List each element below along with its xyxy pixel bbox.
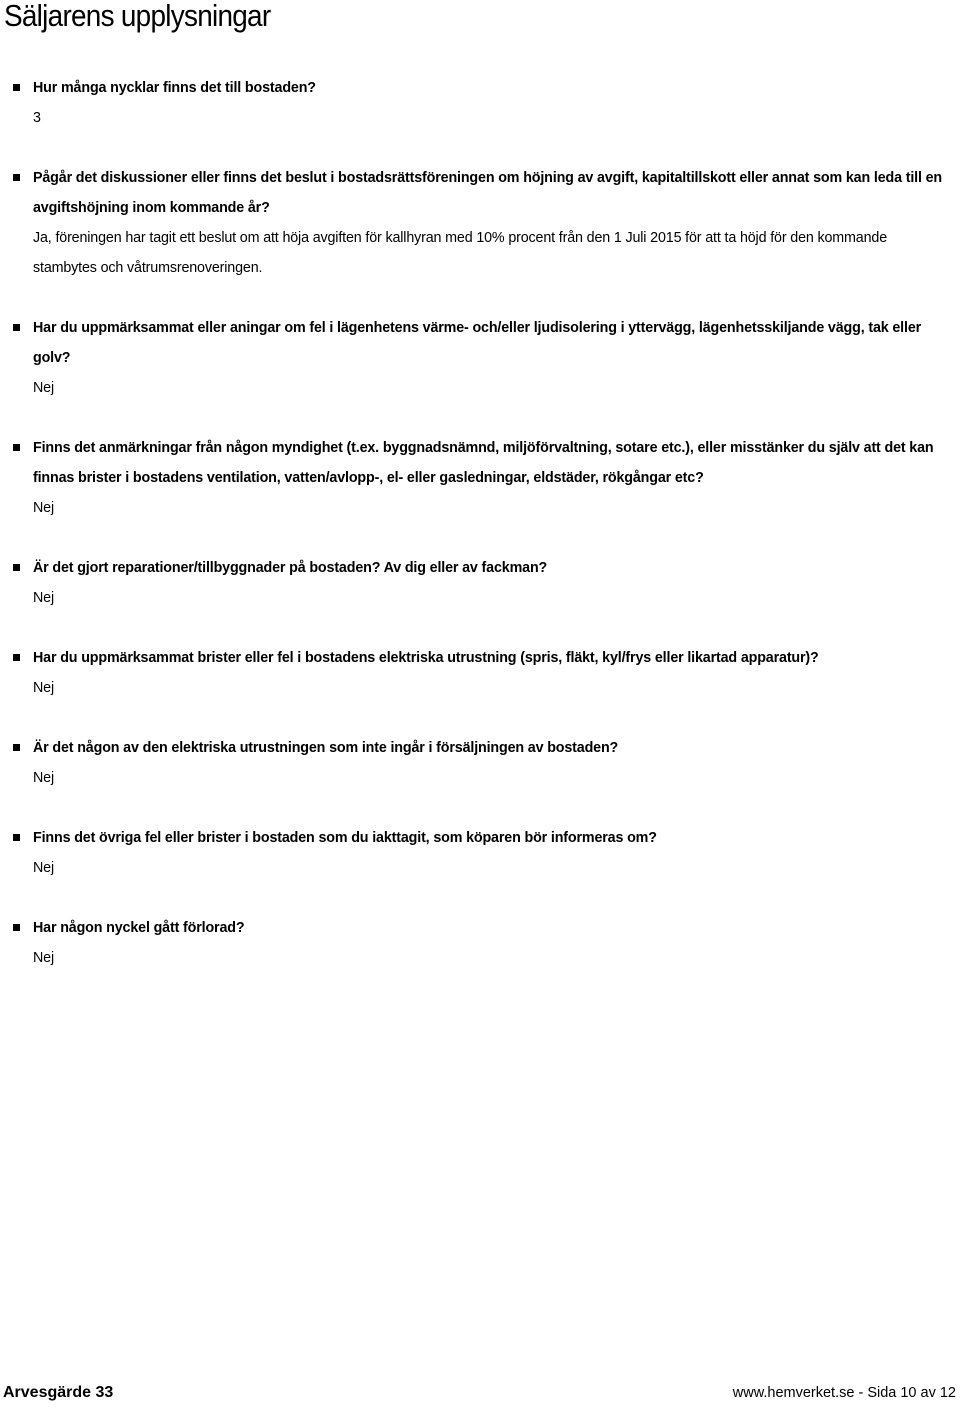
question bbox=[0, 73, 960, 103]
answer: 3 bbox=[33, 110, 41, 126]
qa-item-excluded-equipment bbox=[0, 733, 960, 793]
question-text: Pågår det diskussioner eller finns det beslut i bostadsrättsföreningen om höjning av avgift, kapitaltillskott eller annat som kan leda till en avgiftshöjning inom kommande år? bbox=[33, 170, 942, 216]
question-text: Hur många nycklar finns det till bostaden? bbox=[33, 80, 316, 96]
bullet-square-icon bbox=[13, 174, 20, 181]
footer-address: Arvesgärde 33 bbox=[3, 1384, 114, 1401]
question bbox=[0, 433, 960, 493]
bullet-square-icon bbox=[13, 84, 20, 91]
bullet-square-icon bbox=[13, 924, 20, 931]
answer: Nej bbox=[33, 950, 55, 966]
question bbox=[0, 553, 960, 583]
bullet-square-icon bbox=[13, 744, 20, 751]
answer: Nej bbox=[33, 680, 55, 696]
answer: Nej bbox=[33, 860, 55, 876]
qa-item-insulation-defects bbox=[0, 313, 960, 403]
question bbox=[0, 733, 960, 763]
question bbox=[0, 823, 960, 853]
qa-item-lost-key bbox=[0, 913, 960, 973]
question-text: Är det någon av den elektriska utrustningen som inte ingår i försäljningen av bostaden? bbox=[33, 740, 619, 756]
question bbox=[0, 313, 960, 373]
bullet-square-icon bbox=[13, 564, 20, 571]
question-text: Har du uppmärksammat eller aningar om fel i lägenhetens värme- och/eller ljudisolering i yttervägg, lägenhetsskiljande vägg, tak eller golv? bbox=[33, 320, 922, 366]
question-text: Finns det anmärkningar från någon myndighet (t.ex. byggnadsnämnd, miljöförvaltning, sotare etc.), eller misstänker du själv att det kan finnas brister i bostadens ventilation, vatten/avlopp-, el- eller gasledningar, eldstäder, rökgångar etc? bbox=[33, 440, 934, 486]
qa-item-fee-increase bbox=[0, 163, 960, 283]
bullet-square-icon bbox=[13, 324, 20, 331]
answer: Ja, föreningen har tagit ett beslut om att höja avgiften för kallhyran med 10% procent från den 1 Juli 2015 för att ta höjd för den kommande stambytes och våtrumsrenoveringen. bbox=[33, 230, 888, 276]
question-text: Har du uppmärksammat brister eller fel i bostadens elektriska utrustning (spris, fläkt, kyl/frys eller likartad apparatur)? bbox=[33, 650, 819, 666]
answer: Nej bbox=[33, 380, 55, 396]
qa-item-keys-count bbox=[0, 73, 960, 133]
question bbox=[0, 913, 960, 943]
bullet-square-icon bbox=[13, 444, 20, 451]
qa-item-repairs bbox=[0, 553, 960, 613]
answer: Nej bbox=[33, 500, 55, 516]
qa-item-electrical-defects bbox=[0, 643, 960, 703]
question-text: Har någon nyckel gått förlorad? bbox=[33, 920, 245, 936]
qa-item-other-defects bbox=[0, 823, 960, 883]
question bbox=[0, 163, 960, 223]
question bbox=[0, 643, 960, 673]
question-text: Är det gjort reparationer/tillbyggnader på bostaden? Av dig eller av fackman? bbox=[33, 560, 548, 576]
qa-item-authority-remarks bbox=[0, 433, 960, 523]
bullet-square-icon bbox=[13, 654, 20, 661]
answer: Nej bbox=[33, 590, 55, 606]
question-text: Finns det övriga fel eller brister i bostaden som du iakttagit, som köparen bör informeras om? bbox=[33, 830, 657, 846]
footer-page-info: www.hemverket.se - Sida 10 av 12 bbox=[732, 1385, 956, 1401]
answer: Nej bbox=[33, 770, 55, 786]
bullet-square-icon bbox=[13, 834, 20, 841]
page-title: Säljarens upplysningar bbox=[4, 0, 271, 33]
